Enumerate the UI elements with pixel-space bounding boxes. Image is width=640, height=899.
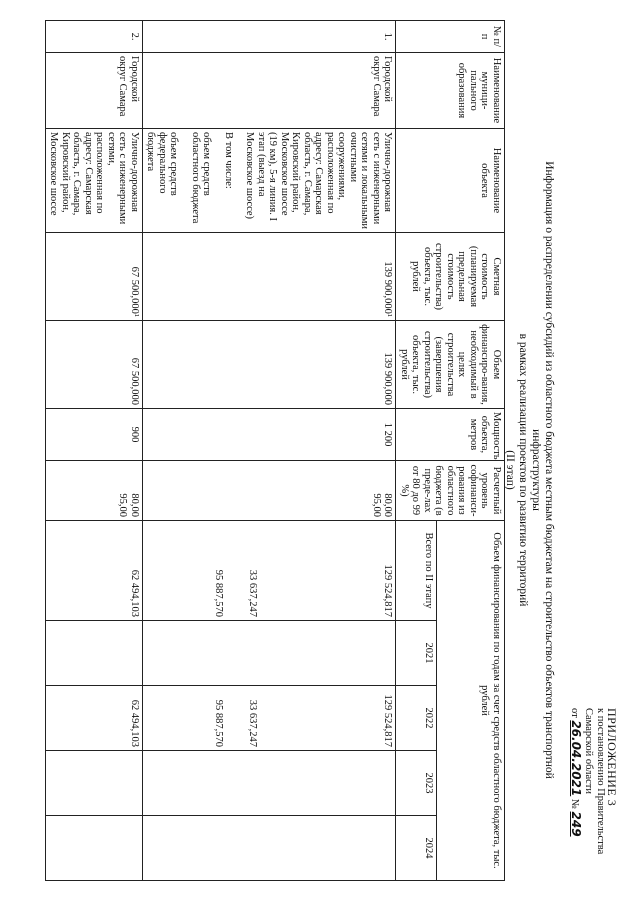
row-2021 <box>46 621 143 686</box>
header-2021: 2021 <box>396 621 436 686</box>
row-total: 62 494,103 <box>46 521 143 621</box>
header-municipality: Наименование муници-пального образования <box>396 53 505 129</box>
header-2023: 2023 <box>396 751 436 816</box>
row-municipality: Городской округ Самара <box>46 53 143 129</box>
header-financing: Объем финансиро-вания, необходимый в целях строительства (завершения строительства) объекта, тыс. рублей <box>396 321 505 409</box>
row-2022: 62 494,103 <box>46 686 143 751</box>
heading-line-1: Информация о распределении субсидий из областного бюджета местным бюджетам на строительство объектов транспортной инфраструктуры <box>530 161 555 779</box>
heading-line-2: в рамках реализации проектов по развитию территорий <box>517 333 529 607</box>
appendix-date-line <box>568 708 582 888</box>
appendix-line-1: к постановлению Правительства <box>595 708 606 855</box>
row-2024 <box>46 816 143 881</box>
row-total <box>143 521 397 621</box>
row-object <box>143 129 397 233</box>
header-total: Всего по II этапу <box>396 521 436 621</box>
row-cost: 67 500,000¹ <box>46 233 143 321</box>
row-capacity: 1 200 <box>143 409 397 461</box>
appendix-title: ПРИЛОЖЕНИЕ 3 <box>605 708 619 807</box>
subsidy-table <box>45 20 505 881</box>
header-capacity: Мощность объекта, метров <box>396 409 505 461</box>
row-2022-value: 129 524,817 <box>382 694 394 747</box>
appendix-block <box>568 708 618 888</box>
row-sub-label: объем средств федерального бюджета <box>145 132 180 196</box>
row-no: 1. <box>143 21 397 53</box>
row-object: Улично-дорожная сеть с инженерными сетями, расположенная по адресу: Самарская область, г. Самара, Кировский район, Московское шоссе <box>46 129 143 233</box>
row-object-name: Улично-дорожная сеть с инженерными сетями и локальными очистными сооружениями, расположенная по адресу: Самарская область, г. Самара, Кировский район, Московское шоссе (19 км), 5-я линия. I этап (выезд на Московское шоссе) <box>244 132 394 230</box>
header-object: Наименование объекта <box>396 129 505 233</box>
row-2023 <box>143 751 397 816</box>
row-cofinancing: 80,00 95,00 <box>143 461 397 521</box>
header-no: № п/п <box>396 21 505 53</box>
appendix-line-2: Самарской области <box>583 708 594 794</box>
header-estimated-cost: Сметная стоимость (планируемая предельная стоимость строительства) объекта, тыс. рублей <box>396 233 505 321</box>
row-financing: 139 900,000 <box>143 321 397 409</box>
row-2024 <box>143 816 397 881</box>
document-heading <box>503 120 555 820</box>
row-no: 2. <box>46 21 143 53</box>
row-sub-total: 95 887,570 <box>213 569 225 617</box>
table-row <box>143 21 397 881</box>
row-cofinancing: 80,00 95,00 <box>46 461 143 521</box>
row-capacity: 900 <box>46 409 143 461</box>
number-prefix: № <box>569 798 580 809</box>
row-sub-label: В том числе: <box>223 132 234 189</box>
row-sub-2022: 95 887,570 <box>213 699 225 747</box>
row-total-value: 129 524,817 <box>382 564 394 617</box>
row-2022 <box>143 686 397 751</box>
header-cofinancing: Расчетный уровень софинанси-рования из областного бюджета (в преде-лах от 80 до 99 %) <box>396 461 505 521</box>
date-prefix: от <box>569 708 580 718</box>
date-handwritten: 26.04.2021 <box>569 720 583 797</box>
header-2024: 2024 <box>396 816 436 881</box>
row-municipality: Городской округ Самара <box>143 53 397 129</box>
row-2021 <box>143 621 397 686</box>
row-cost: 139 900,000¹ <box>143 233 397 321</box>
row-sub-2022: 33 637,247 <box>247 699 258 747</box>
table-row <box>46 21 143 881</box>
header-2022: 2022 <box>396 686 436 751</box>
heading-line-3: (II этап) <box>504 450 516 490</box>
header-funding-group: Объем финансирования по годам за счет средств областного бюджета, тыс. рублей <box>436 521 504 881</box>
row-2023 <box>46 751 143 816</box>
row-sub-total: 33 637,247 <box>247 569 258 617</box>
row-sub-label: объем средств областного бюджета <box>190 132 213 224</box>
number-handwritten: 249 <box>569 811 583 837</box>
row-financing: 67 500,000 <box>46 321 143 409</box>
